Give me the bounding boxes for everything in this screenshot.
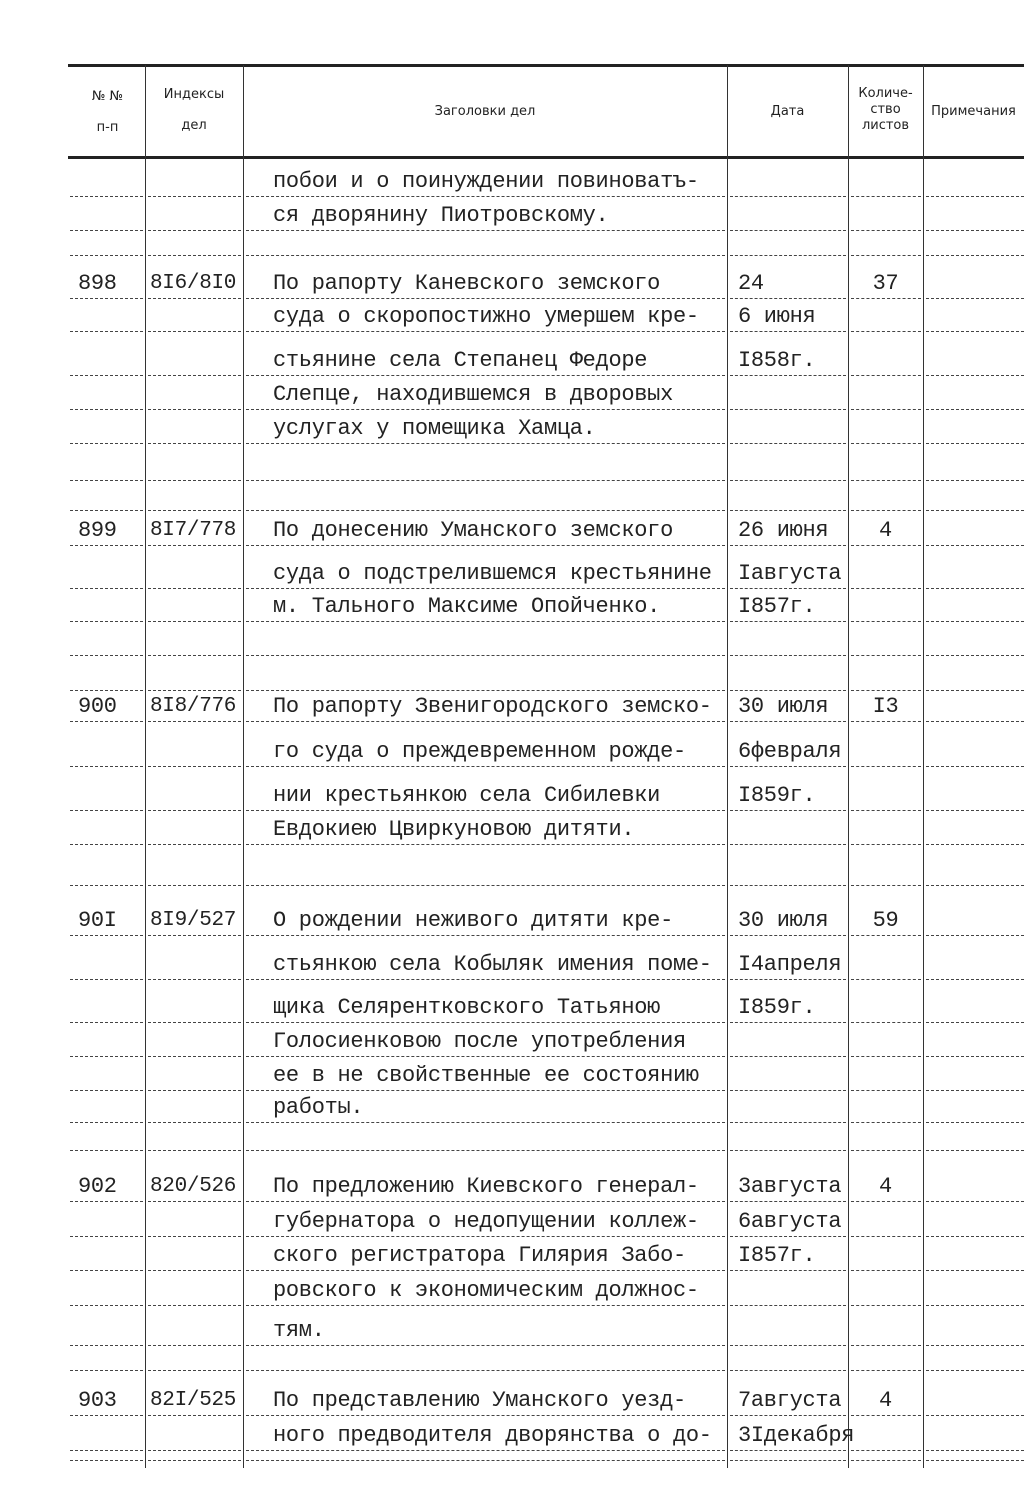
entry-date-line: Iавгуста <box>738 561 842 586</box>
ruled-line <box>926 1201 1024 1202</box>
ruled-line <box>851 1201 921 1202</box>
ruled-line <box>851 230 921 231</box>
ruled-line <box>246 935 725 936</box>
entry-sheet-count: 4 <box>879 1388 892 1413</box>
ruled-line <box>730 331 846 332</box>
ruled-line <box>851 443 921 444</box>
header-count-l3: листов <box>861 118 910 133</box>
ruled-line <box>926 545 1024 546</box>
ruled-line <box>851 196 921 197</box>
ruled-line <box>730 1415 846 1416</box>
ruled-line <box>70 255 143 256</box>
ruled-line <box>926 1345 1024 1346</box>
ruled-line <box>70 885 143 886</box>
entry-index: 8I7/778 <box>150 519 237 542</box>
entry-title-line: суда о подстрелившемся крестьянине <box>273 561 712 586</box>
ruled-line <box>851 1460 921 1461</box>
ruled-line <box>851 844 921 845</box>
ruled-line <box>851 1056 921 1057</box>
entry-date-line: 30 июля <box>738 694 829 719</box>
ruled-line <box>246 1270 725 1271</box>
entry-title-line: По предложению Киевского генерал- <box>273 1174 699 1199</box>
ruled-line <box>70 690 143 691</box>
ruled-line <box>926 1090 1024 1091</box>
entry-date-line: 24 <box>738 271 764 296</box>
ruled-line <box>926 510 1024 511</box>
ruled-line <box>246 1201 725 1202</box>
ruled-line <box>148 588 241 589</box>
ruled-line <box>246 1236 725 1237</box>
ruled-line <box>851 721 921 722</box>
entry-number: 900 <box>78 694 117 719</box>
entry-title-line: ного предводителя дворянства о до- <box>273 1423 712 1448</box>
ruled-line <box>148 1460 241 1461</box>
ruled-line <box>70 655 143 656</box>
ruled-line <box>246 1150 725 1151</box>
ruled-line <box>148 298 241 299</box>
ruled-line <box>148 1056 241 1057</box>
ruled-line <box>926 1236 1024 1237</box>
ruled-line <box>148 690 241 691</box>
ruled-line <box>70 230 143 231</box>
ruled-line <box>730 1056 846 1057</box>
entry-number: 898 <box>78 271 117 296</box>
ruled-line <box>730 1305 846 1306</box>
ruled-line <box>730 545 846 546</box>
ruled-line <box>730 1022 846 1023</box>
entry-title-line: ся дворянину Пиотровскому. <box>273 203 609 228</box>
ruled-line <box>730 885 846 886</box>
ruled-line <box>70 1090 143 1091</box>
ruled-line <box>730 1345 846 1346</box>
ruled-line <box>926 1056 1024 1057</box>
ruled-line <box>730 375 846 376</box>
ruled-line <box>148 621 241 622</box>
ruled-line <box>926 844 1024 845</box>
ruled-line <box>148 255 241 256</box>
ruled-line <box>851 1090 921 1091</box>
ruled-line <box>851 979 921 980</box>
ruled-line <box>926 1022 1024 1023</box>
ruled-line <box>851 588 921 589</box>
ruled-line <box>70 443 143 444</box>
ruled-line <box>926 409 1024 410</box>
ruled-line <box>730 1236 846 1237</box>
ruled-line <box>70 375 143 376</box>
ruled-line <box>70 1056 143 1057</box>
entry-index: 82I/525 <box>150 1389 237 1412</box>
ruled-line <box>926 1415 1024 1416</box>
entry-date-line: I4апреля <box>738 952 842 977</box>
ruled-line <box>730 196 846 197</box>
header-count-l1: Количе- <box>858 86 913 101</box>
ruled-line <box>70 810 143 811</box>
entry-title-line: работы. <box>273 1095 364 1120</box>
ruled-line <box>148 196 241 197</box>
entry-date-line: 7августа <box>738 1388 842 1413</box>
ruled-line <box>70 1270 143 1271</box>
ruled-line <box>70 1122 143 1123</box>
entry-title-line: Слепце, находившемся в дворовых <box>273 382 673 407</box>
ruled-line <box>246 331 725 332</box>
ruled-line <box>148 1236 241 1237</box>
ruled-line <box>70 979 143 980</box>
entry-date-line: 6 июня <box>738 304 816 329</box>
ruled-line <box>246 1370 725 1371</box>
ruled-line <box>851 1345 921 1346</box>
header-title: Заголовки дел <box>434 104 536 119</box>
ruled-line <box>246 766 725 767</box>
ruled-line <box>851 1450 921 1451</box>
ruled-line <box>851 690 921 691</box>
ruled-line <box>246 1345 725 1346</box>
entry-date-line: 6августа <box>738 1209 842 1234</box>
entry-date-line: I857г. <box>738 594 816 619</box>
header-count-l2: ство <box>870 102 901 117</box>
entry-title-line: стьянине села Степанец Федоре <box>273 348 648 373</box>
ruled-line <box>730 721 846 722</box>
ruled-line <box>926 443 1024 444</box>
ruled-line <box>70 1305 143 1306</box>
ruled-line <box>148 721 241 722</box>
ruled-line <box>926 255 1024 256</box>
ruled-line <box>70 510 143 511</box>
ruled-line <box>70 1450 143 1451</box>
entry-title-line: суда о скоропостижно умершем кре- <box>273 304 699 329</box>
entry-title-line: щика Селярентковского Татьяною <box>273 995 661 1020</box>
ruled-line <box>70 331 143 332</box>
ruled-line <box>70 588 143 589</box>
ruled-line <box>730 1122 846 1123</box>
ruled-line <box>246 510 725 511</box>
ruled-line <box>926 1450 1024 1451</box>
ruled-line <box>730 298 846 299</box>
ruled-line <box>246 196 725 197</box>
entry-date-line: 26 июня <box>738 518 829 543</box>
ruled-line <box>148 810 241 811</box>
ruled-line <box>70 409 143 410</box>
entry-title-line: Голосиенковою после употребления <box>273 1029 686 1054</box>
ruled-line <box>926 935 1024 936</box>
column-divider <box>145 65 146 1468</box>
entry-title-line: нии крестьянкою села Сибилевки <box>273 783 661 808</box>
ruled-line <box>926 885 1024 886</box>
ruled-line <box>851 885 921 886</box>
ruled-line <box>70 935 143 936</box>
ruled-line <box>926 655 1024 656</box>
header-num <box>70 88 145 136</box>
ruled-line <box>730 1450 846 1451</box>
ruled-line <box>851 1236 921 1237</box>
header-index-sub: дел <box>181 118 207 133</box>
entry-sheet-count: 4 <box>879 518 892 543</box>
ruled-line <box>148 1450 241 1451</box>
ruled-line <box>246 1305 725 1306</box>
entry-number: 903 <box>78 1388 117 1413</box>
ruled-line <box>246 545 725 546</box>
ruled-line <box>730 1460 846 1461</box>
ruled-line <box>851 1122 921 1123</box>
ruled-line <box>246 443 725 444</box>
ruled-line <box>70 844 143 845</box>
ruled-line <box>246 810 725 811</box>
header-notes: Примечания <box>931 104 1016 119</box>
entry-index: 8I6/8I0 <box>150 272 237 295</box>
ruled-line <box>730 1270 846 1271</box>
entry-sheet-count: I3 <box>872 694 899 719</box>
ruled-line <box>148 480 241 481</box>
ruled-line <box>926 588 1024 589</box>
ruled-line <box>926 196 1024 197</box>
header-index <box>145 86 243 134</box>
ruled-line <box>70 545 143 546</box>
header-date: Дата <box>770 104 805 119</box>
entry-index: 8I8/776 <box>150 695 237 718</box>
entry-title-line: услугах у помещика Хамца. <box>273 416 596 441</box>
ruled-line <box>148 545 241 546</box>
ruled-line <box>926 810 1024 811</box>
ruled-line <box>926 979 1024 980</box>
ruled-line <box>148 375 241 376</box>
ruled-line <box>246 1056 725 1057</box>
ruled-line <box>148 1150 241 1151</box>
entry-sheet-count: 59 <box>872 908 899 933</box>
ruled-line <box>70 196 143 197</box>
ruled-line <box>730 1150 846 1151</box>
ruled-line <box>926 375 1024 376</box>
ruled-line <box>851 655 921 656</box>
entry-number: 899 <box>78 518 117 543</box>
ruled-line <box>148 1122 241 1123</box>
ruled-line <box>926 766 1024 767</box>
ruled-line <box>148 1370 241 1371</box>
ruled-line <box>246 844 725 845</box>
entry-title-line: ее в не свойственные ее состоянию <box>273 1063 699 1088</box>
ruled-line <box>246 979 725 980</box>
ruled-line <box>730 766 846 767</box>
entry-title-line: По рапорту Каневского земского <box>273 271 661 296</box>
ruled-line <box>851 935 921 936</box>
entry-title-line: побои и о поинуждении повиноватъ- <box>273 169 699 194</box>
ruled-line <box>926 621 1024 622</box>
ruled-line <box>148 510 241 511</box>
entry-date-line: 3Iдекабря <box>738 1423 855 1448</box>
ruled-line <box>70 1201 143 1202</box>
entry-date-line: I858г. <box>738 348 816 373</box>
ruled-line <box>926 480 1024 481</box>
column-divider <box>243 65 244 1468</box>
ruled-line <box>926 1305 1024 1306</box>
entry-date-line: 30 июля <box>738 908 829 933</box>
entry-title-line: По представлению Уманского уезд- <box>273 1388 686 1413</box>
entry-title-line: стьянкою села Кобыляк имения поме- <box>273 952 712 977</box>
ruled-line <box>730 510 846 511</box>
ruled-line <box>851 621 921 622</box>
ruled-line <box>926 1370 1024 1371</box>
ruled-line <box>926 331 1024 332</box>
entry-number: 902 <box>78 1174 117 1199</box>
entry-date-line: I859г. <box>738 995 816 1020</box>
ruled-line <box>246 409 725 410</box>
ruled-line <box>730 255 846 256</box>
ruled-line <box>851 1150 921 1151</box>
header-index-label: Индексы <box>163 87 225 102</box>
ruled-line <box>70 1460 143 1461</box>
entry-number: 90I <box>78 908 117 933</box>
ruled-line <box>70 621 143 622</box>
ruled-line <box>851 810 921 811</box>
ruled-line <box>851 255 921 256</box>
ruled-line <box>851 1305 921 1306</box>
entry-index: 8I9/527 <box>150 909 237 932</box>
ruled-line <box>148 230 241 231</box>
ruled-line <box>148 766 241 767</box>
ruled-line <box>730 979 846 980</box>
ruled-line <box>926 230 1024 231</box>
ruled-line <box>730 690 846 691</box>
ruled-line <box>926 1270 1024 1271</box>
column-divider <box>923 65 924 1468</box>
ruled-line <box>246 621 725 622</box>
ruled-line <box>148 1201 241 1202</box>
ruled-line <box>730 935 846 936</box>
ruled-line <box>926 1150 1024 1151</box>
entry-date-line: 6февраля <box>738 739 842 764</box>
entry-date-line: 3августа <box>738 1174 842 1199</box>
ruled-line <box>851 480 921 481</box>
ruled-line <box>246 655 725 656</box>
ruled-line <box>70 721 143 722</box>
entry-index: 820/526 <box>150 1175 237 1198</box>
ruled-line <box>246 1415 725 1416</box>
ruled-line <box>730 655 846 656</box>
ruled-line <box>246 1460 725 1461</box>
ruled-line <box>148 1305 241 1306</box>
ruled-line <box>851 510 921 511</box>
ruled-line <box>70 766 143 767</box>
ruled-line <box>148 979 241 980</box>
entry-title-line: м. Тального Максиме Опойченко. <box>273 594 661 619</box>
ruled-line <box>148 331 241 332</box>
ruled-line <box>246 255 725 256</box>
ruled-line <box>246 1090 725 1091</box>
entry-title-line: го суда о преждевременном рожде- <box>273 739 686 764</box>
ruled-line <box>730 480 846 481</box>
ruled-line <box>730 409 846 410</box>
ruled-line <box>148 844 241 845</box>
ruled-line <box>148 1415 241 1416</box>
ruled-line <box>730 810 846 811</box>
ruled-line <box>148 409 241 410</box>
ruled-line <box>851 1270 921 1271</box>
ruled-line <box>246 690 725 691</box>
ruled-line <box>246 1450 725 1451</box>
ruled-line <box>730 443 846 444</box>
ruled-line <box>148 1022 241 1023</box>
ruled-line <box>926 1460 1024 1461</box>
ruled-line <box>70 298 143 299</box>
ruled-line <box>148 1270 241 1271</box>
ruled-line <box>851 298 921 299</box>
ruled-line <box>926 721 1024 722</box>
header-num-label: № № <box>91 89 124 104</box>
entry-title-line: Евдокиею Цвиркуновою дитяти. <box>273 817 635 842</box>
entry-title-line: По донесению Уманского земского <box>273 518 673 543</box>
ruled-line <box>926 1122 1024 1123</box>
ruled-line <box>148 655 241 656</box>
ruled-line <box>851 331 921 332</box>
header-top-rule <box>68 64 1024 67</box>
ruled-line <box>730 230 846 231</box>
ruled-line <box>730 844 846 845</box>
ruled-line <box>851 1022 921 1023</box>
column-divider <box>727 65 728 1468</box>
entry-sheet-count: 4 <box>879 1174 892 1199</box>
ruled-line <box>246 480 725 481</box>
ruled-line <box>148 885 241 886</box>
ruled-line <box>246 1022 725 1023</box>
ruled-line <box>926 298 1024 299</box>
entry-sheet-count: 37 <box>872 271 899 296</box>
ruled-line <box>730 621 846 622</box>
ruled-line <box>851 409 921 410</box>
ruled-line <box>246 721 725 722</box>
ruled-line <box>851 1370 921 1371</box>
header-count <box>848 86 923 134</box>
ruled-line <box>851 375 921 376</box>
entry-title-line: ского регистратора Гилярия Забо- <box>273 1243 686 1268</box>
entry-date-line: I857г. <box>738 1243 816 1268</box>
ruled-line <box>70 480 143 481</box>
ruled-line <box>148 1090 241 1091</box>
ruled-line <box>246 1122 725 1123</box>
ruled-line <box>730 588 846 589</box>
ruled-line <box>851 1415 921 1416</box>
ruled-line <box>851 766 921 767</box>
entry-title-line: По рапорту Звенигородского земско- <box>273 694 712 719</box>
ruled-line <box>148 1345 241 1346</box>
ruled-line <box>148 935 241 936</box>
header-num-sub: п-п <box>96 120 119 135</box>
ruled-line <box>246 375 725 376</box>
ruled-line <box>730 1090 846 1091</box>
entry-title-line: тям. <box>273 1318 325 1343</box>
ruled-line <box>70 1236 143 1237</box>
ruled-line <box>926 690 1024 691</box>
ruled-line <box>246 230 725 231</box>
entry-title-line: О рождении неживого дитяти кре- <box>273 908 673 933</box>
ruled-line <box>246 298 725 299</box>
ruled-line <box>851 545 921 546</box>
entry-title-line: губернатора о недопущении коллеж- <box>273 1209 699 1234</box>
ruled-line <box>246 885 725 886</box>
ruled-line <box>148 443 241 444</box>
ruled-line <box>70 1370 143 1371</box>
entry-date-line: I859г. <box>738 783 816 808</box>
ruled-line <box>246 588 725 589</box>
ruled-line <box>70 1345 143 1346</box>
ruled-line <box>730 1370 846 1371</box>
header-bottom-rule <box>68 156 1024 159</box>
ruled-line <box>70 1415 143 1416</box>
ruled-line <box>70 1022 143 1023</box>
ruled-line <box>70 1150 143 1151</box>
ruled-line <box>730 1201 846 1202</box>
entry-title-line: ровского к экономическим должнос- <box>273 1278 699 1303</box>
